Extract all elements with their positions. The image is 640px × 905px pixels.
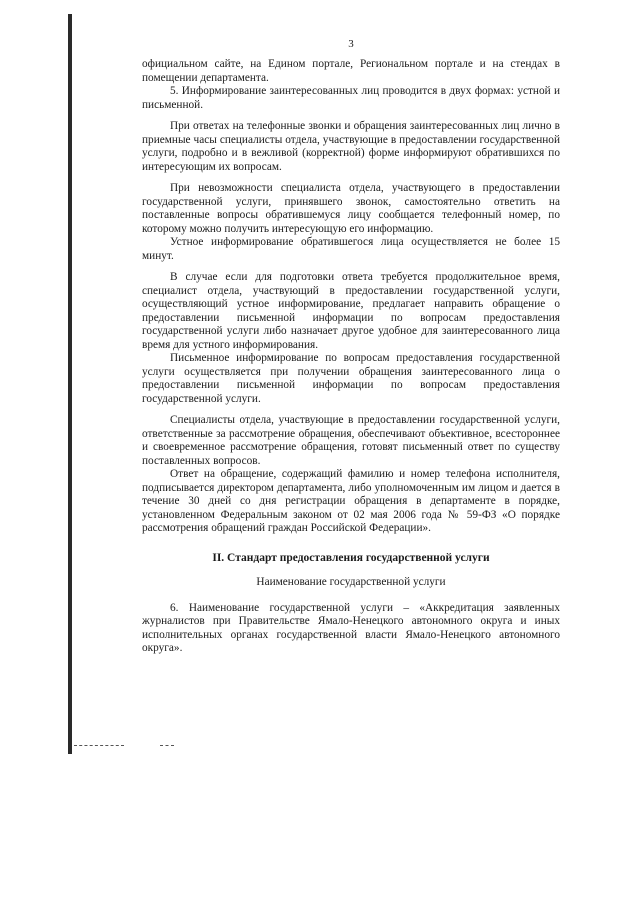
page-number: 3 (348, 38, 354, 50)
paragraph: официальном сайте, на Едином портале, Региональном портале и на стендах в помещении департамента. (142, 58, 560, 84)
paragraph: При ответах на телефонные звонки и обращения заинтересованных лиц лично в приемные часы специалисты отдела, участвующие в предоставлении государственной услуги, подробно и в вежливой (корректной) форме информируют обратившихся по интересующим их вопросам. (142, 120, 560, 173)
scan-artifact (160, 745, 174, 747)
paragraph: Специалисты отдела, участвующие в предоставлении государственной услуги, ответственные за рассмотрение обращения, обеспечивают объективное, всестороннее и своевременное рассмотрение обращения, готовят письменный ответ по существу поставленных вопросов. (142, 414, 560, 467)
paragraph: 5. Информирование заинтересованных лиц проводится в двух формах: устной и письменной. (142, 85, 560, 111)
paragraph: В случае если для подготовки ответа требуется продолжительное время, специалист отдела, участвующий в предоставлении государственной услуги, осуществляющий устное информирование, предлагает направить обращение о предоставлении письменной информации по вопросам предоставления государственной услуги либо назначает другое удобное для заинтересованного лица время для устного информирования. (142, 271, 560, 351)
scan-edge (68, 14, 72, 754)
paragraph: Ответ на обращение, содержащий фамилию и номер телефона исполнителя, подписывается директором департамента, либо уполномоченным им лицом и дается в течение 30 дней со дня регистрации обращения в департаменте в порядке, установленном Федеральным законом от 02 мая 2006 года № 59-ФЗ «О порядке рассмотрения обращений граждан Российской Федерации». (142, 468, 560, 534)
paragraph: 6. Наименование государственной услуги – «Аккредитация заявленных журналистов при Правительстве Ямало-Ненецкого автономного округа и иных исполнительных органах государственной власти Ямало-Ненецкого автономного округа». (142, 601, 560, 654)
subsection-title: Наименование государственной услуги (256, 575, 446, 588)
scan-artifact (74, 745, 124, 747)
paragraph: Письменное информирование по вопросам предоставления государственной услуги осуществляется при получении обращения заинтересованного лица о предоставлении письменной информации по вопросам предоставления государственной услуги. (142, 352, 560, 405)
paragraph: Устное информирование обратившегося лица осуществляется не более 15 минут. (142, 236, 560, 262)
section-title: II. Стандарт предоставления государственной услуги (212, 551, 490, 564)
document-page (142, 38, 560, 656)
paragraph: При невозможности специалиста отдела, участвующего в предоставлении государственной услуги, принявшего звонок, самостоятельно ответить на поставленные вопросы обратившемуся лицу сообщается телефонный номер, по которому можно получить интересующую его информацию. (142, 182, 560, 235)
